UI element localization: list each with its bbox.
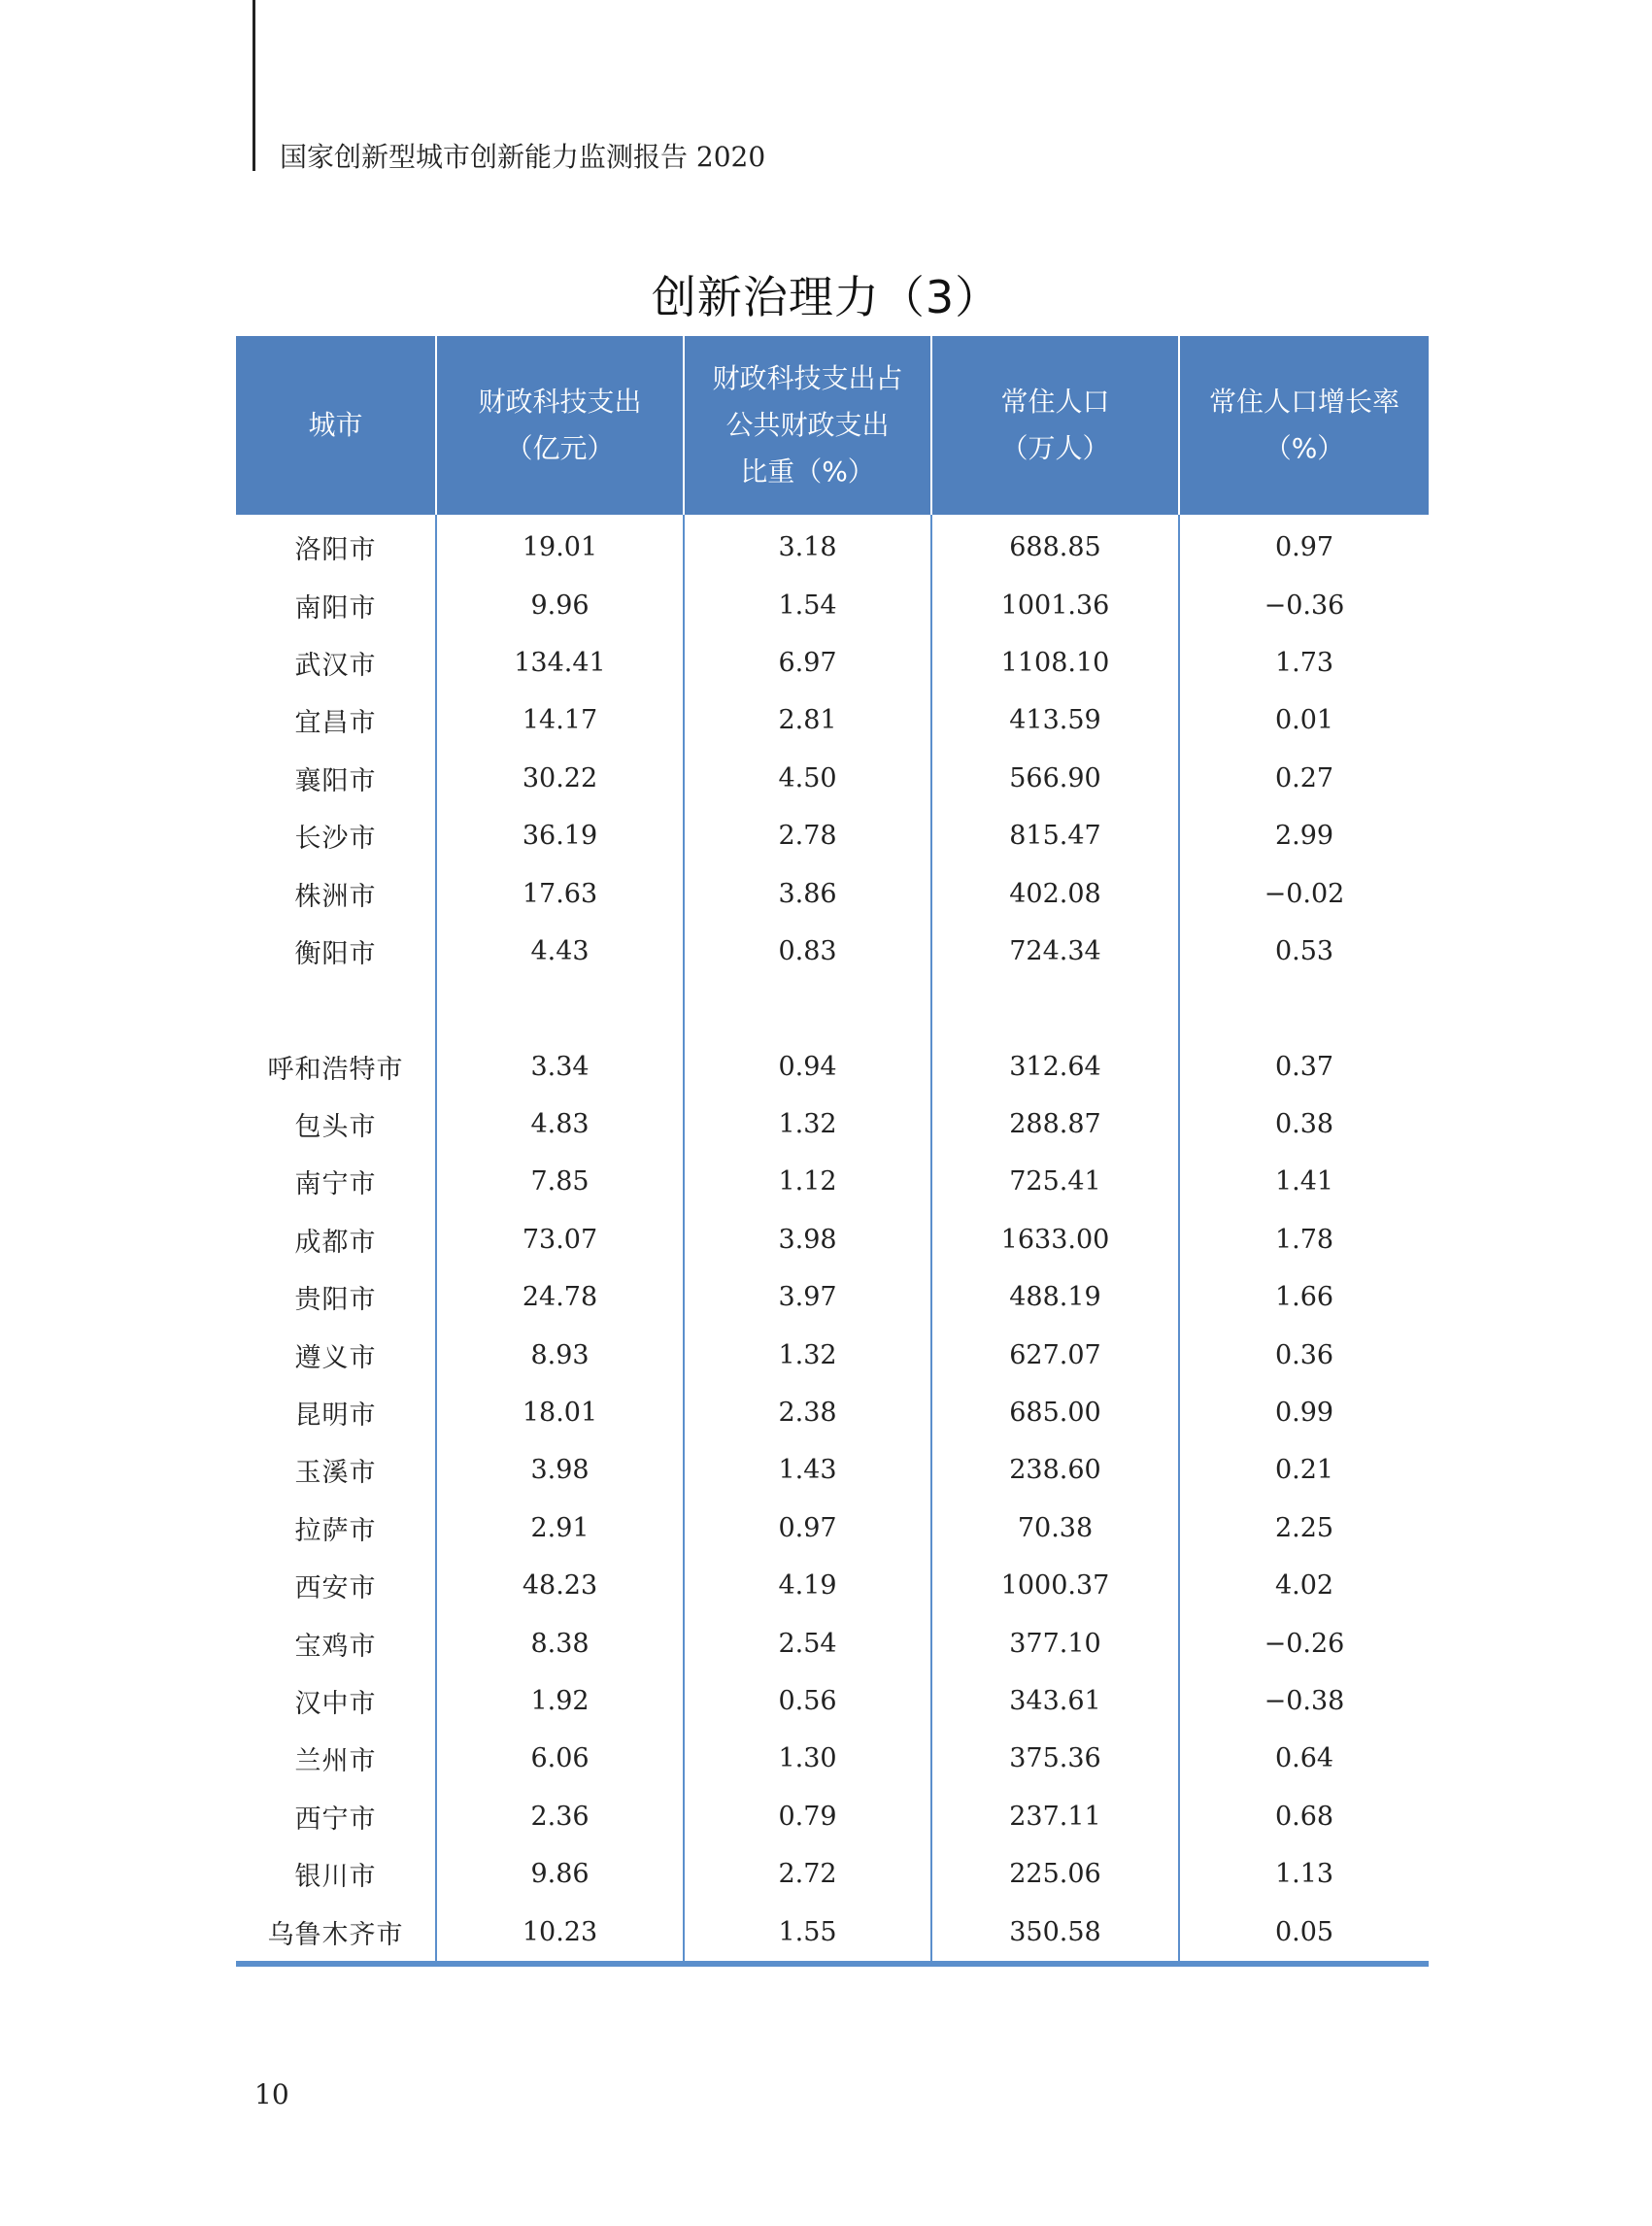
- fiscal-spending-cell: 2.91: [436, 1500, 684, 1557]
- city-cell: 银川市: [294, 1862, 377, 1893]
- fiscal-spending-cell: 6.06: [436, 1730, 684, 1787]
- fiscal-spending-cell: 3.98: [436, 1441, 684, 1499]
- column-header-spending-share: [684, 336, 931, 515]
- city-cell: 成都市: [294, 1227, 377, 1258]
- spending-share-cell: 1.43: [684, 1441, 931, 1499]
- population-growth-cell: 0.53: [1179, 923, 1429, 980]
- fiscal-spending-cell: 48.23: [436, 1557, 684, 1614]
- population-cell: 1108.10: [931, 634, 1179, 691]
- fiscal-spending-cell: 19.01: [436, 515, 684, 576]
- column-header-population: [931, 336, 1179, 515]
- city-cell: 洛阳市: [294, 535, 377, 566]
- fiscal-spending-cell: 8.93: [436, 1326, 684, 1383]
- population-growth-cell: −0.38: [1179, 1672, 1429, 1730]
- fiscal-spending-cell: 4.83: [436, 1096, 684, 1153]
- population-growth-cell: 0.64: [1179, 1730, 1429, 1787]
- table-row: [236, 750, 1429, 807]
- column-header-population-growth: [1179, 336, 1429, 515]
- city-cell: 遵义市: [294, 1342, 377, 1373]
- spending-share-cell: 1.54: [684, 576, 931, 633]
- city-cell: 襄阳市: [294, 765, 377, 796]
- population-cell: 488.19: [931, 1268, 1179, 1326]
- population-growth-cell: 1.41: [1179, 1153, 1429, 1210]
- spending-share-cell: 2.78: [684, 807, 931, 864]
- fiscal-spending-cell: 2.36: [436, 1788, 684, 1845]
- table-title: 创新治理力（3）: [651, 271, 1001, 323]
- population-growth-cell: 0.01: [1179, 691, 1429, 749]
- column-header-fiscal-sci-tech-spending: [436, 336, 684, 515]
- table-row: [236, 1557, 1429, 1614]
- population-cell: 288.87: [931, 1096, 1179, 1153]
- city-cell: 玉溪市: [294, 1458, 377, 1489]
- fiscal-spending-cell: 17.63: [436, 864, 684, 922]
- fiscal-spending-cell: 4.43: [436, 923, 684, 980]
- city-cell: 呼和浩特市: [267, 1054, 404, 1085]
- city-cell: 长沙市: [294, 824, 377, 855]
- fiscal-spending-cell: 18.01: [436, 1384, 684, 1441]
- table-row: [236, 1614, 1429, 1671]
- population-growth-cell: 0.37: [1179, 1038, 1429, 1096]
- population-cell: 402.08: [931, 864, 1179, 922]
- fiscal-spending-cell: 14.17: [436, 691, 684, 749]
- population-growth-cell: 0.38: [1179, 1096, 1429, 1153]
- population-cell: 627.07: [931, 1326, 1179, 1383]
- population-growth-cell: 0.36: [1179, 1326, 1429, 1383]
- fiscal-spending-cell: 3.34: [436, 1038, 684, 1096]
- spending-share-cell: 2.54: [684, 1614, 931, 1671]
- population-cell: 725.41: [931, 1153, 1179, 1210]
- population-growth-cell: 1.78: [1179, 1211, 1429, 1268]
- population-cell: 685.00: [931, 1384, 1179, 1441]
- population-growth-cell: 2.99: [1179, 807, 1429, 864]
- spending-share-cell: 4.50: [684, 750, 931, 807]
- population-cell: 815.47: [931, 807, 1179, 864]
- population-cell: 238.60: [931, 1441, 1179, 1499]
- population-growth-cell: 1.66: [1179, 1268, 1429, 1326]
- city-cell: 乌鲁木齐市: [236, 1903, 436, 1963]
- table-body: [236, 515, 1429, 1964]
- spending-share-cell: 1.32: [684, 1096, 931, 1153]
- spending-share-cell: 6.97: [684, 634, 931, 691]
- table-row: [236, 634, 1429, 691]
- fiscal-spending-cell: 9.96: [436, 576, 684, 633]
- table-row: [236, 1211, 1429, 1268]
- table-row: [236, 1326, 1429, 1383]
- spending-share-cell: 0.94: [684, 1038, 931, 1096]
- city-cell: 西安市: [294, 1573, 377, 1604]
- population-growth-cell: −0.02: [1179, 864, 1429, 922]
- city-cell: [236, 980, 436, 1037]
- city-cell: 衡阳市: [294, 938, 377, 969]
- table-row: [236, 1672, 1429, 1730]
- population-growth-cell: 1.73: [1179, 634, 1429, 691]
- city-cell: 株洲市: [294, 881, 377, 912]
- table-row: [236, 1384, 1429, 1441]
- spending-share-cell: 0.83: [684, 923, 931, 980]
- population-growth-cell: 4.02: [1179, 1557, 1429, 1614]
- table-row: [236, 923, 1429, 980]
- fiscal-spending-cell: 73.07: [436, 1211, 684, 1268]
- column-header-line: 城市: [308, 409, 363, 441]
- spending-share-cell: 3.86: [684, 864, 931, 922]
- population-cell: 1001.36: [931, 576, 1179, 633]
- fiscal-spending-cell: 134.41: [436, 634, 684, 691]
- column-header-line: （亿元）: [505, 432, 615, 464]
- population-growth-cell: [1179, 980, 1429, 1037]
- column-header-line: 常住人口增长率: [1208, 386, 1399, 418]
- city-cell: 南宁市: [294, 1169, 377, 1200]
- spending-share-cell: 3.18: [684, 515, 931, 576]
- population-cell: 343.61: [931, 1672, 1179, 1730]
- population-growth-cell: 2.25: [1179, 1500, 1429, 1557]
- fiscal-spending-cell: 8.38: [436, 1614, 684, 1671]
- column-header-city: [236, 336, 436, 515]
- spending-share-cell: 2.38: [684, 1384, 931, 1441]
- spending-share-cell: 1.55: [684, 1903, 931, 1963]
- city-cell: 汉中市: [294, 1689, 377, 1719]
- column-header-line: 常住人口: [1000, 386, 1110, 418]
- population-growth-cell: −0.26: [1179, 1614, 1429, 1671]
- fiscal-spending-cell: [436, 980, 684, 1037]
- population-growth-cell: 0.27: [1179, 750, 1429, 807]
- spending-share-cell: 2.72: [684, 1845, 931, 1903]
- fiscal-spending-cell: 9.86: [436, 1845, 684, 1903]
- population-cell: 375.36: [931, 1730, 1179, 1787]
- table-row: [236, 1096, 1429, 1153]
- fiscal-spending-cell: 36.19: [436, 807, 684, 864]
- data-table: [236, 336, 1429, 1967]
- city-cell: 武汉市: [294, 650, 377, 681]
- population-cell: 1000.37: [931, 1557, 1179, 1614]
- fiscal-spending-cell: 24.78: [436, 1268, 684, 1326]
- population-growth-cell: 0.99: [1179, 1384, 1429, 1441]
- population-cell: [931, 980, 1179, 1037]
- table-row: [236, 691, 1429, 749]
- table-row: [236, 807, 1429, 864]
- column-header-line: 财政科技支出占: [712, 362, 903, 394]
- column-header-line: （万人）: [1000, 432, 1110, 464]
- table-row: [236, 980, 1429, 1037]
- city-cell: 昆明市: [294, 1400, 377, 1432]
- table-row: [236, 1153, 1429, 1210]
- fiscal-spending-cell: 1.92: [436, 1672, 684, 1730]
- population-growth-cell: 0.68: [1179, 1788, 1429, 1845]
- spending-share-cell: 0.79: [684, 1788, 931, 1845]
- table-row: [236, 1268, 1429, 1326]
- table-row: [236, 576, 1429, 633]
- spending-share-cell: 1.12: [684, 1153, 931, 1210]
- population-growth-cell: 0.21: [1179, 1441, 1429, 1499]
- population-growth-cell: 0.05: [1179, 1903, 1429, 1963]
- fiscal-spending-cell: 10.23: [436, 1903, 684, 1963]
- table-row: [236, 1038, 1429, 1096]
- city-cell: 兰州市: [294, 1746, 377, 1777]
- column-header-line: （%）: [1264, 432, 1345, 464]
- header-rule: [253, 0, 255, 171]
- population-cell: 688.85: [931, 515, 1179, 576]
- city-cell: 宝鸡市: [294, 1631, 377, 1662]
- population-cell: 225.06: [931, 1845, 1179, 1903]
- table-row: [236, 515, 1429, 576]
- population-cell: 377.10: [931, 1614, 1179, 1671]
- spending-share-cell: 0.97: [684, 1500, 931, 1557]
- population-growth-cell: −0.36: [1179, 576, 1429, 633]
- city-cell: 宜昌市: [294, 708, 377, 739]
- population-cell: 312.64: [931, 1038, 1179, 1096]
- city-cell: 南阳市: [294, 592, 377, 624]
- table-row: [236, 1730, 1429, 1787]
- city-cell: 西宁市: [294, 1804, 377, 1835]
- spending-share-cell: 2.81: [684, 691, 931, 749]
- fiscal-spending-cell: 7.85: [436, 1153, 684, 1210]
- table-header-row: [236, 336, 1429, 515]
- population-cell: 566.90: [931, 750, 1179, 807]
- table-row: [236, 1845, 1429, 1903]
- table-row: [236, 864, 1429, 922]
- column-header-line: 财政科技支出: [478, 386, 642, 418]
- population-growth-cell: 1.13: [1179, 1845, 1429, 1903]
- table-row: [236, 1788, 1429, 1845]
- spending-share-cell: [684, 980, 931, 1037]
- city-cell: 贵阳市: [294, 1285, 377, 1316]
- column-header-line: 公共财政支出: [725, 409, 890, 441]
- population-cell: 237.11: [931, 1788, 1179, 1845]
- fiscal-spending-cell: 30.22: [436, 750, 684, 807]
- spending-share-cell: 3.97: [684, 1268, 931, 1326]
- table-row: [236, 1441, 1429, 1499]
- population-cell: 350.58: [931, 1903, 1179, 1963]
- city-cell: 包头市: [294, 1112, 377, 1143]
- spending-share-cell: 1.30: [684, 1730, 931, 1787]
- running-header: 国家创新型城市创新能力监测报告 2020: [280, 141, 766, 173]
- population-cell: 724.34: [931, 923, 1179, 980]
- spending-share-cell: 3.98: [684, 1211, 931, 1268]
- city-cell: 拉萨市: [294, 1515, 377, 1546]
- spending-share-cell: 1.32: [684, 1326, 931, 1383]
- population-growth-cell: 0.97: [1179, 515, 1429, 576]
- spending-share-cell: 0.56: [684, 1672, 931, 1730]
- table-row: [236, 1903, 1429, 1963]
- column-header-line: 比重（%）: [740, 455, 875, 488]
- page-number: 10: [254, 2078, 289, 2110]
- population-cell: 1633.00: [931, 1211, 1179, 1268]
- table-row: [236, 1500, 1429, 1557]
- spending-share-cell: 4.19: [684, 1557, 931, 1614]
- population-cell: 70.38: [931, 1500, 1179, 1557]
- population-cell: 413.59: [931, 691, 1179, 749]
